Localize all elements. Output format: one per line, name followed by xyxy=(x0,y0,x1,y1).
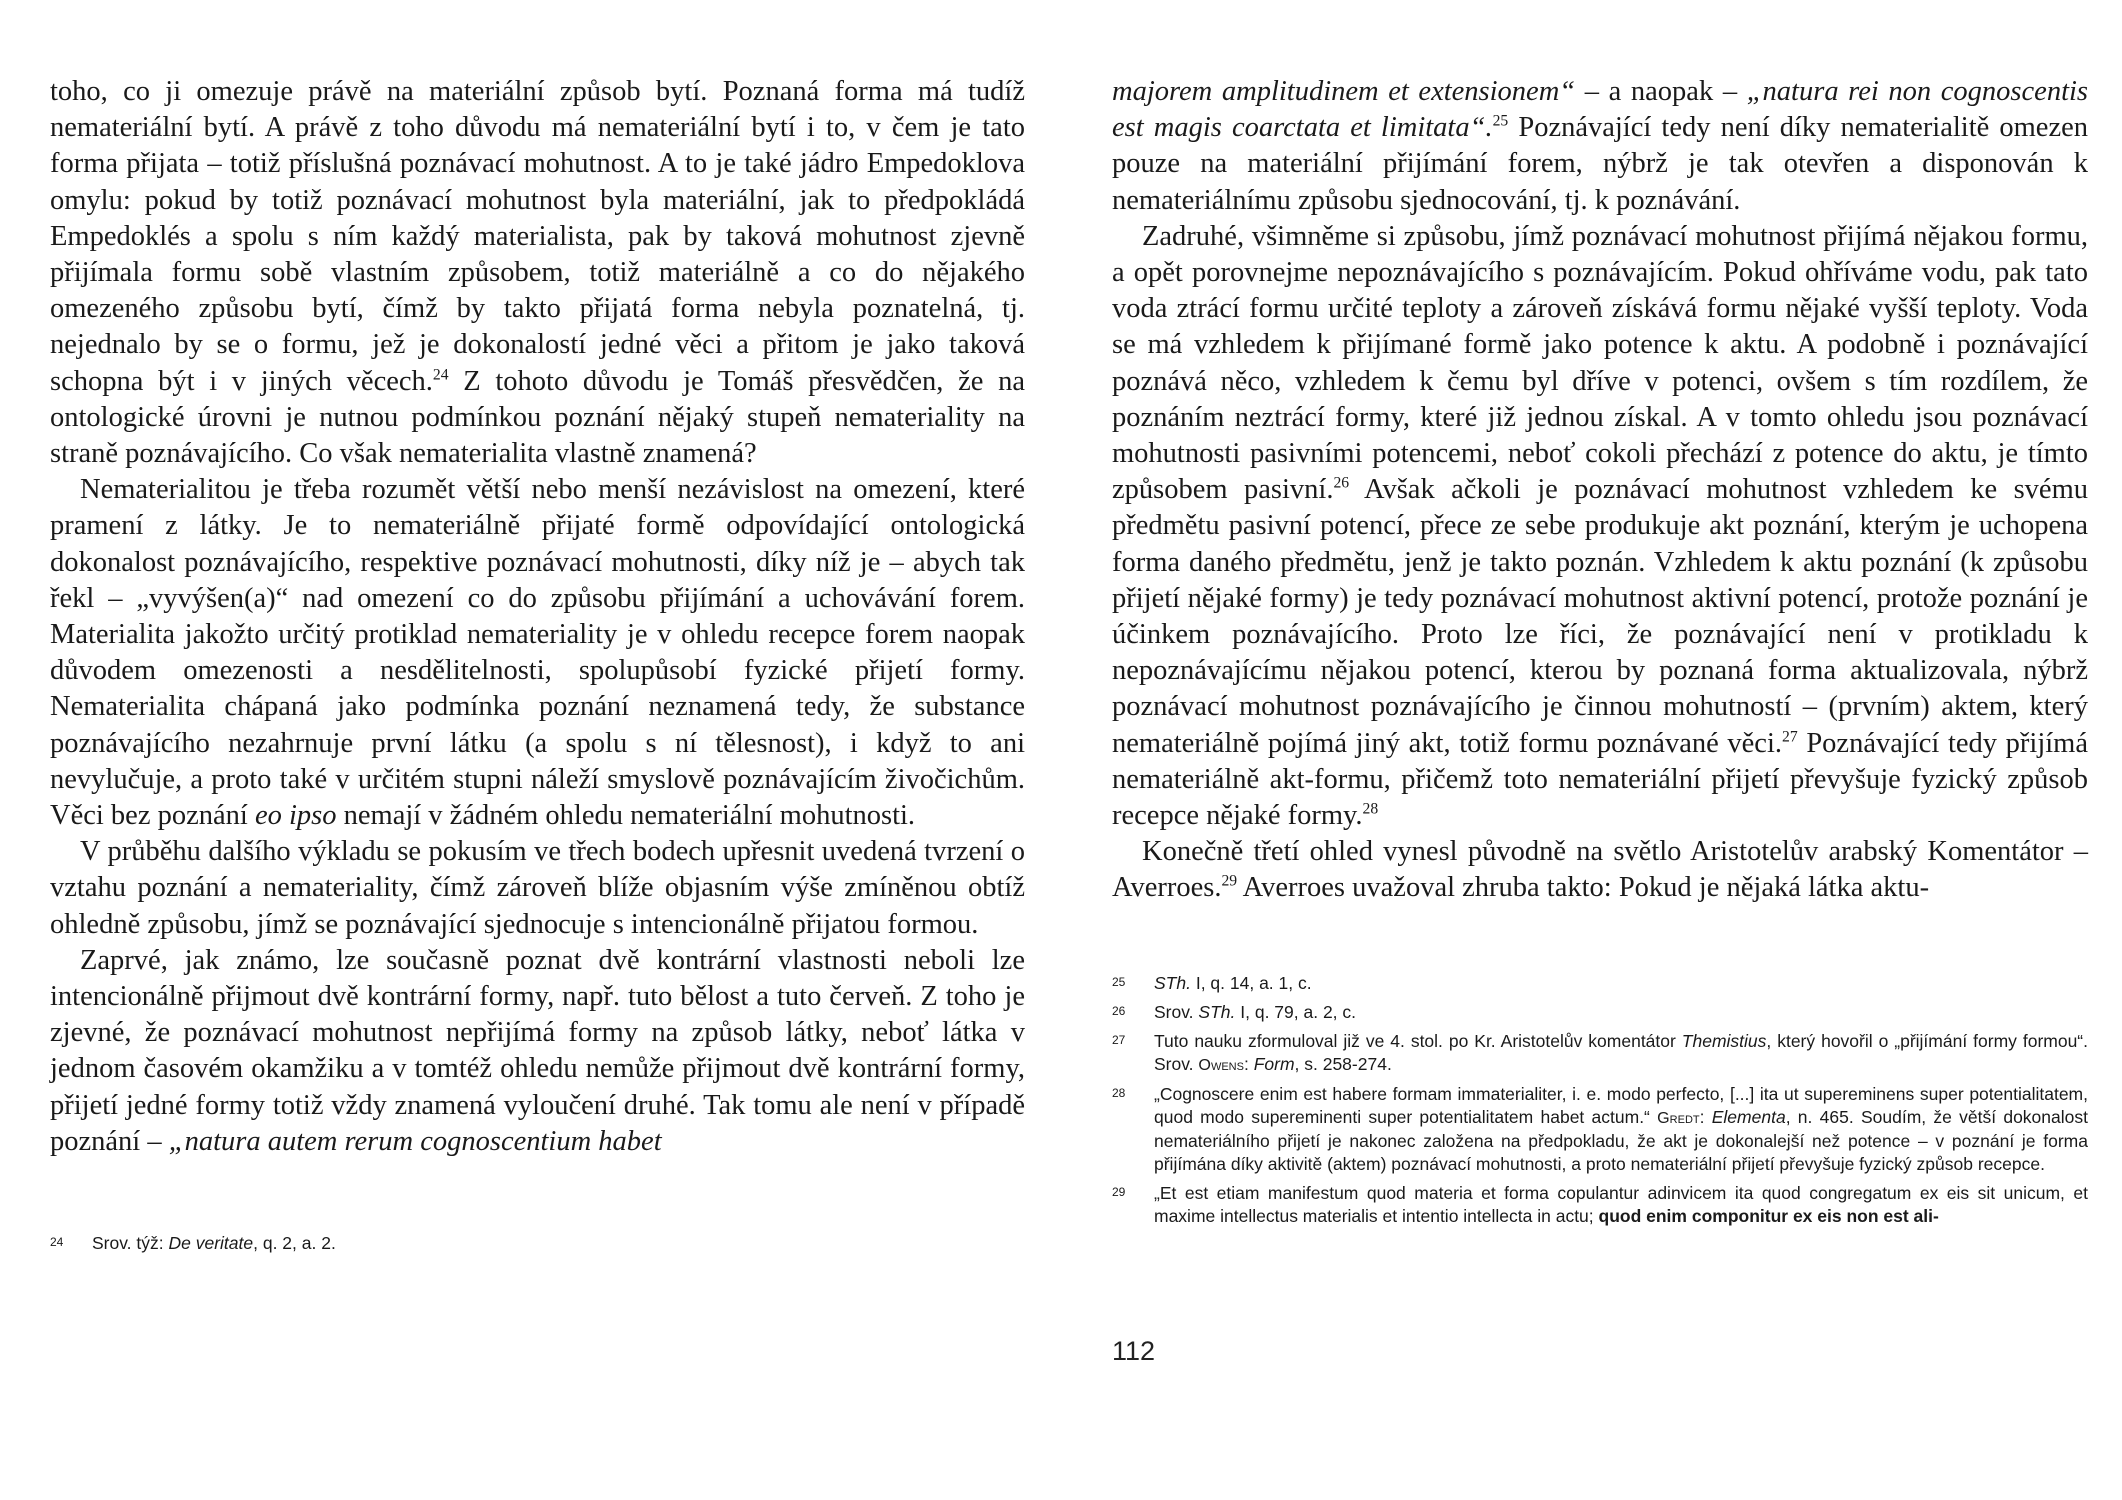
paragraph: majorem amplitudinem et extensionem“ – a naopak – „natura rei non cognoscentis est magis coarctata et limitata“.$^{25}$ Poznávající tedy není díky nematerialitě omezen pouze na materiální přijímání forem, nýbrž je tak otevřen a disponován k nemateriálnímu způsobu sjednocování, tj. k poznávání. xyxy=(1112,76,2089,216)
footnote xyxy=(1112,1001,2088,1024)
paragraph: Konečně třetí ohled vynesl původně na světlo Aristotelův arabský Komentátor – Averroes.$^{29}$ Averroes uvažoval zhruba takto: Pokud je nějaká látka aktu- xyxy=(1112,836,2088,904)
footnote xyxy=(1112,1182,2088,1228)
footnote-text: Srov. STh. I, q. 79, a. 2, c. xyxy=(1154,1002,1357,1022)
footnote xyxy=(50,1232,1025,1255)
page-number: 112 xyxy=(1112,1336,1156,1366)
footnote-number: 28 xyxy=(1112,1086,1126,1100)
footnote-ref[interactable]: 29 xyxy=(1221,872,1238,890)
footnote-text: Srov. týž: De veritate, q. 2, a. 2. xyxy=(92,1233,336,1253)
footnote-number: 25 xyxy=(1112,975,1126,989)
footnote-ref[interactable]: 28 xyxy=(1362,800,1379,818)
paragraph: V průběhu dalšího výkladu se pokusím ve třech bodech upřesnit uvedená tvrzení o vztahu poznání a nemateriality, čímž zároveň blíže objasním výše zmíněnou obtíž ohledně způsobu, jímž se poznávající sjednocuje s intencionálně přijatou formou. xyxy=(50,836,1025,940)
footnote xyxy=(1112,1083,2088,1176)
footnote xyxy=(1112,1030,2088,1077)
footnote-number: 29 xyxy=(1112,1185,1126,1199)
footnote-number: 27 xyxy=(1112,1033,1126,1047)
footnote-ref[interactable]: 27 xyxy=(1782,728,1798,746)
footnote xyxy=(1112,972,2088,995)
footnote-number: 24 xyxy=(50,1235,64,1249)
footnote-ref[interactable]: 24 xyxy=(432,366,449,384)
paragraph: Zaprvé, jak známo, lze současně poznat dvě kontrární vlastnosti neboli lze intencionálně přijmout dvě kontrární formy, např. tuto bělost a tuto červeň. Z toho je zjevné, že poznávací mohutnost nepřijímá formy na způsob látky, neboť látka v jednom časovém okamžiku a v tomtéž ohledu nemůže přijmout dvě kontrární formy, přijetí jedné formy totiž vždy znamená vyloučení druhé. Tak tomu ale není v případě poznání – „natura autem rerum cognoscentium habet xyxy=(50,944,1025,1157)
paragraph: Zadruhé, všimněme si způsobu, jímž poznávací mohutnost přijímá nějakou formu, a opět porovnejme nepoznávajícího s poznávajícím. Pokud ohříváme vodu, pak tato voda ztrácí formu určité teploty a zároveň získává formu nějaké vyšší teploty. Voda se má vzhledem k přijímané formě jako potence k aktu. A podobně i poznávající poznává něco, vzhledem k čemu byl dříve v potenci, ovšem s tím rozdílem, že poznáním neztrácí formy, které již jednou získal. A v tomto ohledu jsou poznávací mohutnosti pasivními potencemi, neboť cokoli přechází z potence do aktu, je tímto způsobem pasivní.$^{26}$ Avšak ačkoli je poznávací mohutnost vzhledem ke svému předmětu pasivní potencí, přece ze sebe produkuje akt poznání, kterým je uchopena forma daného předmětu, jenž je takto poznán. Vzhledem k aktu poznání (k způsobu přijetí nějaké formy) je tedy poznávací mohutnost aktivní potencí, protože poznání je účinkem poznávajícího. Proto lze říci, že poznávající není v protikladu k nepoznávajícímu nějakou potencí, kterou by poznaná forma aktualizovala, nýbrž poznávací mohutnost poznávajícího je činnou mohutností – (prvním) aktem, který nemateriálně pojímá jiný akt, totiž formu poznávané věci.$^{27}$ Poznávající tedy přijímá nemateriálně akt-formu, přičemž toto nemateriální přijetí převyšuje fyzický způsob recepce nějaké formy.$^{28}$ xyxy=(1112,220,2089,832)
paragraph: Nematerialitou je třeba rozumět větší nebo menší nezávislost na omezení, které pramení z látky. Je to nemateriálně přijaté formě odpovídající ontologická dokonalost poznávajícího, respektive poznávací mohutnosti, díky níž je – abych tak řekl – „vyvýšen(a)“ nad omezení co do způsobu přijímání a uchovávání forem. Materialita jakožto určitý protiklad nemateriality je v ohledu recepce forem naopak důvodem omezenosti a nesdělitelnosti, spolupůsobí fyzické přijetí formy. Nematerialita chápaná jako podmínka poznání neznamená tedy, že substance poznávajícího nezahrnuje první látku (a spolu s ní tělesnost), i když to ani nevylučuje, a proto také v určitém stupni náleží smyslově poznávajícím živočichům. Věci bez poznání eo ipso nemají v žádném ohledu nemateriální mohutnosti. xyxy=(50,474,1025,832)
right-footnotes xyxy=(1112,972,2088,1234)
right-page-body xyxy=(1112,74,2088,907)
footnote-ref[interactable]: 25 xyxy=(1492,112,1509,130)
left-footnotes xyxy=(50,1232,1025,1261)
footnote-text: Tuto nauku zformuloval již ve 4. stol. po Kr. Aristotelův komentátor Themistius, který hovořil o „přijímání formy formou“. Srov. Owens: Form, s. 258-274. xyxy=(1154,1031,2089,1074)
paragraph: toho, co ji omezuje právě na materiální způsob bytí. Poznaná forma má tudíž nemateriální bytí. A právě z toho důvodu má nemateriální bytí i to, v čem je tato forma přijata – totiž příslušná poznávací mohutnost. A to je také jádro Empedoklova omylu: pokud by totiž poznávací mohutnost byla materiální, jak to předpokládá Empedoklés a spolu s ním každý materialista, pak by taková mohutnost zjevně přijímala formu sobě vlastním způsobem, totiž materiálně a co do nějakého omezeného způsobu bytí, čímž by takto přijatá forma nebyla poznatelná, tj. nejednalo by se o formu, jež je dokonalostí jedné věci a přitom je jako taková schopna být i v jiných věcech.$^{24}$ Z tohoto důvodu je Tomáš přesvědčen, že na ontologické úrovni je nutnou podmínkou poznání nějaký stupeň nemateriality na straně poznávajícího. Co však nematerialita vlastně znamená? xyxy=(50,76,1025,470)
footnote-text: „Et est etiam manifestum quod materia et forma copulantur adinvicem ita quod congregatum ex eis sit unicum, et maxime intellectus materialis et intentio intellecta in actu; quod enim componitur ex eis non est ali- xyxy=(1154,1183,2088,1226)
footnote-text: „Cognoscere enim est habere formam immaterialiter, i. e. modo perfecto, [...] ita ut supereminens super potentialitatem, quod modo supereminenti super potentialitatem habet actum.“ Gredt: Elementa, n. 465. Soudím, že větší dokonalost nemateriálního přijetí je nakonec založena na předpokladu, že akt je dokonalejší než potence – v poznání je forma přijímána díky aktivitě (aktem) poznávací mohutnosti, a proto nemateriální přijetí převyšuje fyzický způsob recepce. xyxy=(1154,1084,2088,1174)
footnote-ref[interactable]: 26 xyxy=(1333,474,1350,492)
footnote-text: STh. I, q. 14, a. 1, c. xyxy=(1154,973,1312,993)
footnote-number: 26 xyxy=(1112,1004,1126,1018)
left-page-body xyxy=(50,74,1025,1160)
